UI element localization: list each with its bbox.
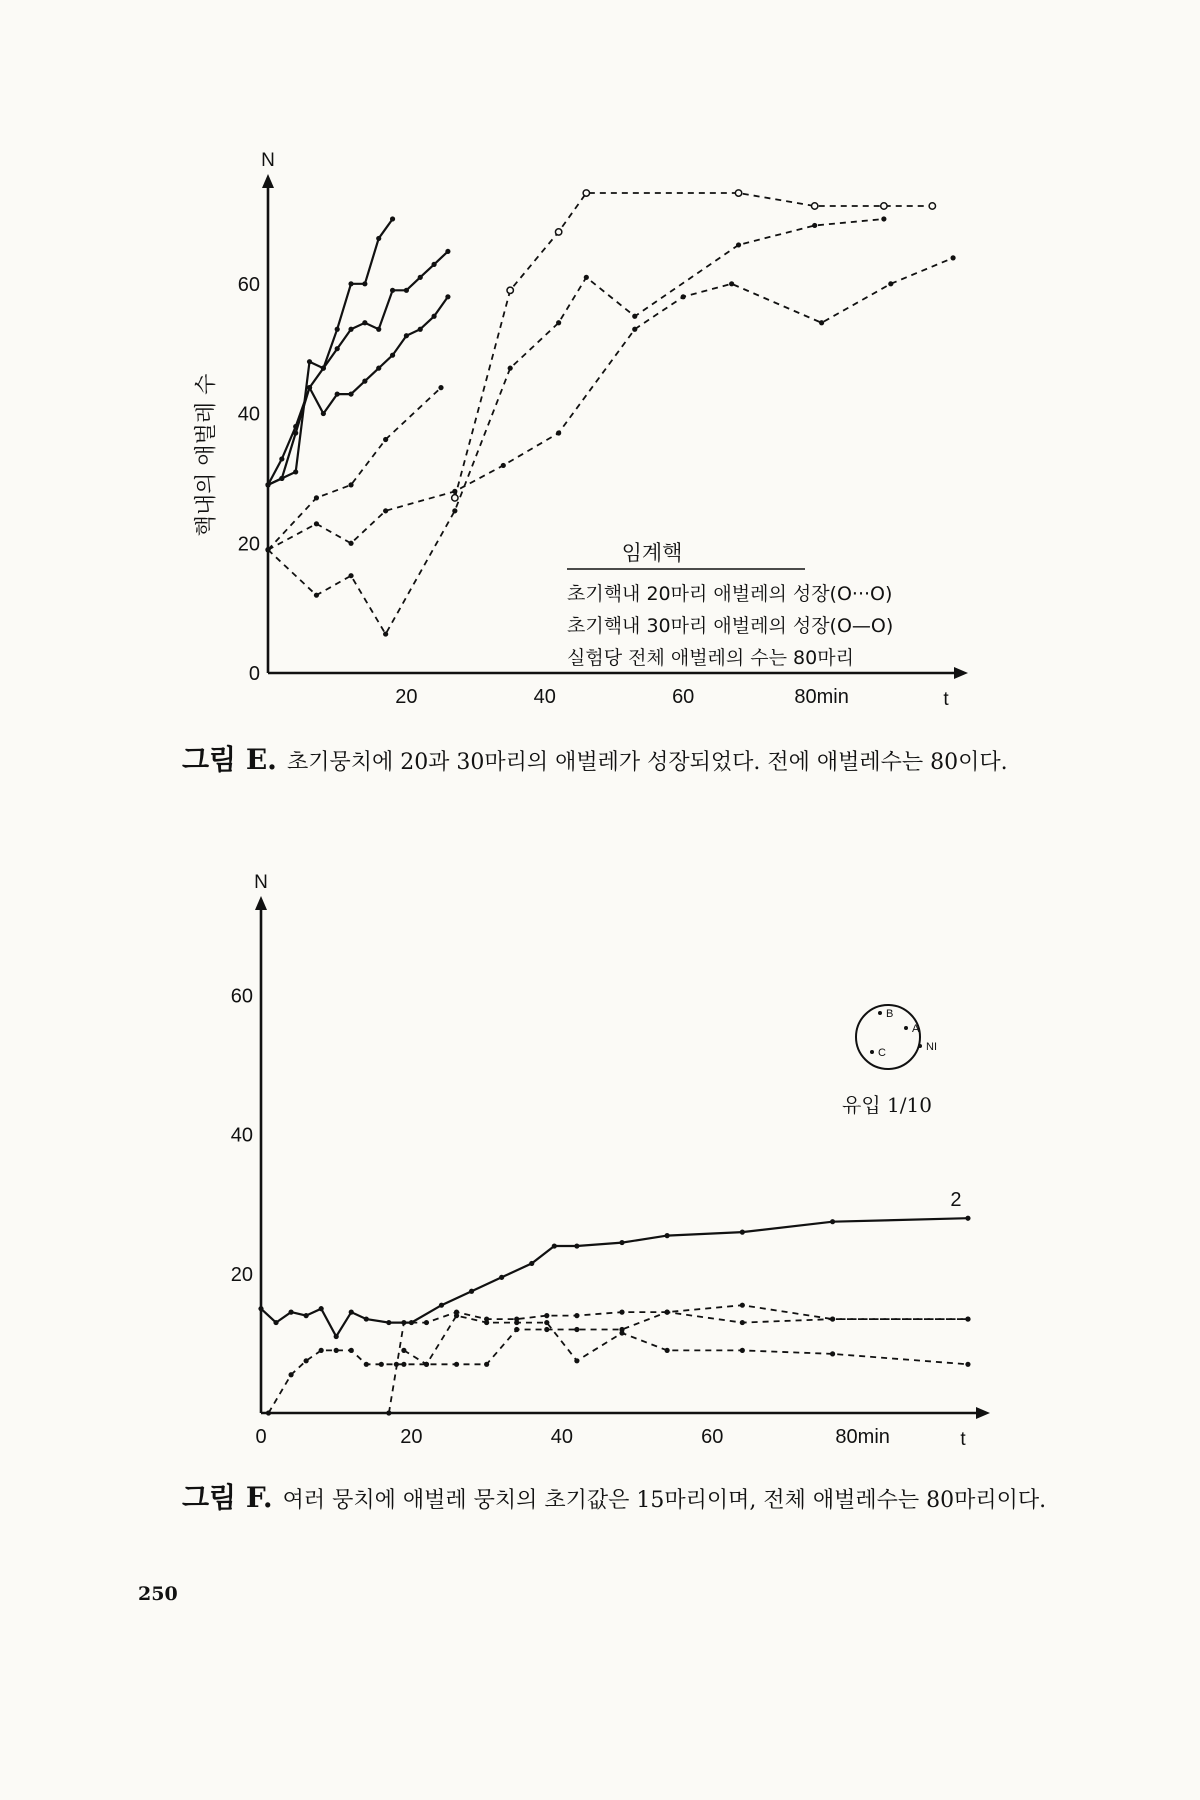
fig-f-x-arrow: [976, 1407, 990, 1419]
fig-e-series-6-point: [508, 366, 513, 371]
fig-f-y-tick-label: 20: [230, 1263, 253, 1286]
inset-label: NI: [926, 1041, 937, 1053]
fig-e-series-3-point: [348, 391, 353, 396]
fig-f-series-4-point: [574, 1358, 579, 1363]
fig-f-x-tick-label: 60: [701, 1426, 724, 1448]
fig-e-series-2-point: [431, 262, 436, 267]
fig-e-series-3-point: [279, 476, 284, 481]
fig-f-series-1-point: [273, 1320, 278, 1325]
inset-point: [904, 1026, 908, 1030]
inset-point: [878, 1011, 882, 1015]
fig-f-series-name-label: 2: [950, 1189, 962, 1212]
fig-e-series-5-point: [501, 463, 506, 468]
fig-e-series-2-line: [268, 251, 448, 485]
fig-f-series-1-point: [288, 1310, 293, 1315]
fig-f-series-2-point: [514, 1327, 519, 1332]
fig-f-series-1-point: [469, 1289, 474, 1294]
fig-e-series-7-point: [583, 190, 589, 196]
fig-e-series-5-point: [314, 521, 319, 526]
figure-e-label: 그림 E.: [182, 743, 277, 776]
fig-f-series-2-point: [740, 1320, 745, 1325]
fig-e-series-1-point: [390, 216, 395, 221]
page-number: 250: [138, 1583, 178, 1605]
fig-e-series-2-point: [307, 359, 312, 364]
fig-e-series-1-point: [362, 281, 367, 286]
fig-f-series-1-point: [665, 1233, 670, 1238]
fig-e-series-3-point: [431, 314, 436, 319]
fig-f-series-2-point: [401, 1362, 406, 1367]
fig-e-x-tick-label: 20: [395, 686, 418, 708]
fig-e-series-4-line: [268, 388, 441, 550]
fig-f-series-1-point: [386, 1320, 391, 1325]
fig-e-y-axis-label: 핵내의 애벌레 수: [194, 373, 219, 537]
fig-e-series-3-point: [307, 385, 312, 390]
fig-e-series-2-point: [404, 288, 409, 293]
fig-f-series-4-point: [424, 1362, 429, 1367]
inset-point: [870, 1050, 874, 1054]
fig-f-series-2-point: [454, 1362, 459, 1367]
fig-f-y-tick-label: 60: [230, 985, 253, 1008]
fig-e-series-3-point: [321, 411, 326, 416]
fig-f-x-axis-letter: t: [960, 1429, 966, 1450]
fig-f-series-4-point: [544, 1320, 549, 1325]
fig-f-series-3-point: [401, 1320, 406, 1325]
fig-e-series-6-point: [383, 631, 388, 636]
fig-e-series-6-point: [736, 242, 741, 247]
fig-e-series-4-point: [348, 482, 353, 487]
fig-f-x-tick-label: 20: [400, 1426, 423, 1448]
fig-e-x-tick-label: 80min: [794, 686, 849, 708]
fig-e-series-4-point: [314, 495, 319, 500]
fig-f-series-1-point: [349, 1310, 354, 1315]
fig-e-y-axis-letter: N: [261, 150, 275, 171]
fig-e-series-4-point: [383, 437, 388, 442]
fig-e-series-6-point: [556, 320, 561, 325]
fig-f-series-3-point: [386, 1410, 391, 1415]
fig-e-series-6-point: [314, 593, 319, 598]
fig-e-series-6-point: [632, 314, 637, 319]
fig-f-series-4-point: [965, 1362, 970, 1367]
fig-e-series-3-point: [404, 333, 409, 338]
figure-f-chart: [0, 720, 1200, 1480]
fig-e-series-7-point: [452, 495, 458, 501]
fig-e-series-3-point: [335, 391, 340, 396]
inset-point: [918, 1044, 922, 1048]
fig-e-series-2-point: [445, 249, 450, 254]
fig-e-series-5-point: [888, 281, 893, 286]
fig-f-series-4-point: [454, 1313, 459, 1318]
fig-e-series-7-point: [881, 203, 887, 209]
fig-f-series-4-point: [514, 1320, 519, 1325]
fig-f-series-1-point: [529, 1261, 534, 1266]
inset-label: A: [912, 1023, 920, 1035]
fig-f-series-3-point: [424, 1320, 429, 1325]
fig-f-series-2-point: [288, 1372, 293, 1377]
fig-e-legend-line: 실험당 전체 애벌레의 수는 80마리: [567, 647, 854, 669]
fig-e-y-tick-label: 40: [237, 403, 260, 426]
fig-e-series-3-point: [376, 366, 381, 371]
fig-e-series-7-point: [929, 203, 935, 209]
fig-f-series-2-point: [319, 1348, 324, 1353]
fig-e-series-5-point: [348, 541, 353, 546]
fig-e-series-6-point: [265, 547, 270, 552]
fig-f-series-4-point: [665, 1348, 670, 1353]
fig-f-series-3-point: [740, 1303, 745, 1308]
fig-e-series-5-point: [383, 508, 388, 513]
fig-e-x-tick-label: 60: [672, 686, 695, 708]
fig-e-series-7-point: [555, 229, 561, 235]
fig-e-series-3-point: [362, 379, 367, 384]
fig-f-y-arrow: [255, 896, 267, 910]
fig-e-series-6-point: [452, 508, 457, 513]
fig-e-legend-line: 초기핵내 30마리 애벌레의 성장(O—O): [567, 615, 894, 637]
fig-f-series-3-point: [830, 1316, 835, 1321]
fig-e-series-1-point: [376, 236, 381, 241]
fig-f-series-4-point: [619, 1330, 624, 1335]
fig-f-x-tick-label: 0: [255, 1426, 267, 1448]
fig-e-y-tick-label: 0: [248, 663, 260, 685]
fig-e-series-3-point: [390, 353, 395, 358]
fig-f-series-2-point: [574, 1327, 579, 1332]
fig-e-series-2-point: [293, 469, 298, 474]
fig-e-series-1-point: [348, 281, 353, 286]
figure-f-caption: [182, 1478, 1062, 1521]
fig-e-y-tick-label: 20: [237, 533, 260, 556]
fig-e-series-4-point: [438, 385, 443, 390]
fig-f-series-4-point: [740, 1348, 745, 1353]
fig-f-series-3-point: [544, 1313, 549, 1318]
inset-label: B: [886, 1008, 894, 1020]
fig-e-x-tick-label: 40: [533, 686, 556, 708]
fig-e-series-3-point: [293, 430, 298, 435]
fig-e-series-1-point: [279, 456, 284, 461]
figure-e-chart: [0, 0, 1200, 720]
fig-f-x-tick-label: 80min: [835, 1426, 890, 1448]
fig-e-series-5-point: [729, 281, 734, 286]
figure-e-caption-text: 초기뭉치에 20과 30마리의 애벌레가 성장되었다. 전에 애벌레수는 80이다.: [286, 750, 1008, 775]
fig-f-series-2-point: [266, 1410, 271, 1415]
fig-e-series-6-line: [268, 219, 884, 634]
fig-e-series-6-point: [881, 216, 886, 221]
fig-e-series-5-point: [632, 327, 637, 332]
fig-f-series-3-line: [389, 1305, 968, 1413]
fig-f-y-tick-label: 40: [230, 1124, 253, 1147]
fig-f-series-2-point: [334, 1348, 339, 1353]
fig-e-series-6-point: [348, 573, 353, 578]
fig-f-series-1-point: [258, 1306, 263, 1311]
fig-f-series-2-point: [349, 1348, 354, 1353]
fig-f-series-1-point: [619, 1240, 624, 1245]
fig-e-series-2-point: [390, 288, 395, 293]
fig-f-series-4-point: [830, 1351, 835, 1356]
fig-e-legend-title: 임계핵: [621, 541, 683, 565]
fig-e-x-arrow: [954, 667, 968, 679]
fig-e-series-7-point: [735, 190, 741, 196]
fig-e-series-2-point: [335, 346, 340, 351]
inset-label: C: [878, 1047, 886, 1059]
fig-e-legend-line: 초기핵내 20마리 애벌레의 성장(O···O): [567, 583, 893, 605]
fig-e-series-1-point: [335, 327, 340, 332]
fig-f-x-tick-label: 40: [550, 1426, 573, 1448]
fig-e-series-2-point: [321, 366, 326, 371]
fig-f-series-3-point: [619, 1310, 624, 1315]
fig-e-series-2-point: [348, 327, 353, 332]
fig-f-series-3-point: [665, 1310, 670, 1315]
fig-f-series-2-point: [544, 1327, 549, 1332]
fig-f-series-2-point: [304, 1358, 309, 1363]
fig-e-series-2-point: [376, 327, 381, 332]
fig-f-series-2-line: [269, 1312, 969, 1413]
fig-e-series-1-line: [268, 219, 393, 485]
fig-e-y-tick-label: 60: [237, 273, 260, 296]
fig-e-x-axis-letter: t: [943, 689, 949, 710]
fig-f-y-axis-letter: N: [254, 872, 268, 893]
fig-f-series-2-point: [364, 1362, 369, 1367]
fig-e-series-2-point: [418, 275, 423, 280]
fig-e-y-arrow: [262, 174, 274, 188]
fig-f-series-1-point: [364, 1316, 369, 1321]
fig-f-series-4-point: [484, 1320, 489, 1325]
fig-e-series-7-line: [455, 193, 933, 498]
fig-e-series-5-point: [556, 430, 561, 435]
fig-f-series-1-point: [552, 1243, 557, 1248]
fig-e-series-5-line: [268, 258, 953, 550]
figure-f-caption-text: 여러 뭉치에 애벌레 뭉치의 초기값은 15마리이며, 전체 애벌레수는 80마리이다.: [282, 1488, 1047, 1513]
fig-e-series-6-point: [584, 275, 589, 280]
fig-e-series-3-point: [445, 294, 450, 299]
fig-e-series-5-point: [819, 320, 824, 325]
fig-f-series-1-point: [574, 1243, 579, 1248]
fig-f-series-4-point: [401, 1348, 406, 1353]
fig-f-series-1-point: [304, 1313, 309, 1318]
fig-e-series-3-point: [418, 327, 423, 332]
fig-f-series-1-point: [334, 1334, 339, 1339]
fig-f-series-3-point: [965, 1316, 970, 1321]
fig-e-series-7-point: [507, 287, 513, 293]
inset-caption: 유입 1/10: [842, 1093, 932, 1117]
fig-e-series-5-point: [681, 294, 686, 299]
fig-f-series-1-point: [740, 1230, 745, 1235]
fig-e-series-3-point: [265, 482, 270, 487]
fig-f-series-2-point: [484, 1362, 489, 1367]
fig-f-series-1-point: [499, 1275, 504, 1280]
figure-f-label: 그림 F.: [182, 1481, 273, 1514]
fig-f-series-2-point: [379, 1362, 384, 1367]
fig-f-series-1-point: [319, 1306, 324, 1311]
fig-f-series-1-point: [830, 1219, 835, 1224]
fig-f-series-3-point: [574, 1313, 579, 1318]
fig-e-series-2-point: [362, 320, 367, 325]
fig-e-series-5-point: [950, 255, 955, 260]
fig-e-series-6-point: [812, 223, 817, 228]
fig-f-series-1-point: [965, 1216, 970, 1221]
fig-e-series-7-point: [811, 203, 817, 209]
fig-f-series-1-point: [439, 1303, 444, 1308]
